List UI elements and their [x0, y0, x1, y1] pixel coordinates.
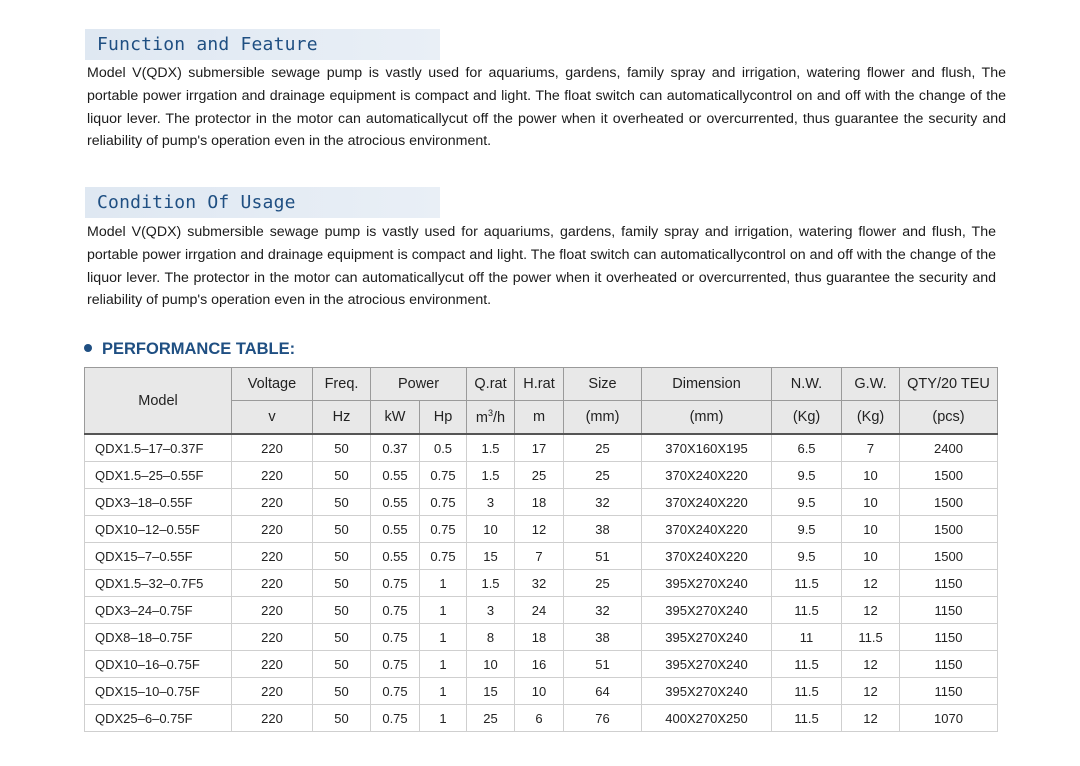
cell-nw: 9.5: [772, 462, 842, 489]
cell-size: 25: [564, 462, 642, 489]
cell-hrat: 6: [515, 705, 564, 732]
cell-hrat: 24: [515, 597, 564, 624]
cell-hrat: 17: [515, 434, 564, 462]
cell-gw: 7: [842, 434, 900, 462]
cell-gw: 12: [842, 705, 900, 732]
cell-freq: 50: [313, 624, 371, 651]
cell-qrat: 10: [467, 651, 515, 678]
cell-gw: 12: [842, 678, 900, 705]
table-row: [85, 624, 998, 651]
cell-nw: 11: [772, 624, 842, 651]
cell-qty: 1150: [900, 651, 998, 678]
performance-table: [84, 367, 998, 732]
cell-dimension: 395X270X240: [642, 597, 772, 624]
cell-size: 38: [564, 624, 642, 651]
cell-qty: 1500: [900, 462, 998, 489]
cell-qty: 1150: [900, 570, 998, 597]
cell-freq: 50: [313, 516, 371, 543]
col-hrat-header: H.rat: [515, 368, 564, 401]
cell-hrat: 18: [515, 624, 564, 651]
unit-hrat: m: [515, 401, 564, 435]
cell-dimension: 370X240X220: [642, 543, 772, 570]
cell-nw: 6.5: [772, 434, 842, 462]
cell-hrat: 16: [515, 651, 564, 678]
cell-kw: 0.75: [371, 624, 420, 651]
col-freq-header: Freq.: [313, 368, 371, 401]
cell-qrat: 8: [467, 624, 515, 651]
cell-dimension: 370X240X220: [642, 516, 772, 543]
bullet-dot-icon: [84, 344, 92, 352]
cell-size: 38: [564, 516, 642, 543]
cell-hp: 1: [420, 597, 467, 624]
cell-kw: 0.75: [371, 678, 420, 705]
cell-qty: 1150: [900, 597, 998, 624]
cell-hp: 1: [420, 705, 467, 732]
cell-voltage: 220: [232, 705, 313, 732]
cell-nw: 11.5: [772, 705, 842, 732]
table-row: [85, 651, 998, 678]
cell-nw: 11.5: [772, 597, 842, 624]
cell-voltage: 220: [232, 597, 313, 624]
cell-voltage: 220: [232, 489, 313, 516]
cell-model: QDX15–10–0.75F: [85, 678, 232, 705]
cell-kw: 0.55: [371, 462, 420, 489]
cell-dimension: 395X270X240: [642, 678, 772, 705]
col-power-header: Power: [371, 368, 467, 401]
cell-kw: 0.37: [371, 434, 420, 462]
performance-table-body: [85, 434, 998, 732]
unit-qrat: [467, 401, 515, 435]
unit-size: (mm): [564, 401, 642, 435]
cell-dimension: 395X270X240: [642, 651, 772, 678]
cell-qty: 1500: [900, 516, 998, 543]
table-row: [85, 705, 998, 732]
cell-hrat: 7: [515, 543, 564, 570]
cell-kw: 0.55: [371, 516, 420, 543]
cell-qrat: 25: [467, 705, 515, 732]
cell-qrat: 1.5: [467, 434, 515, 462]
cell-hp: 1: [420, 651, 467, 678]
col-size-header: Size: [564, 368, 642, 401]
cell-hrat: 25: [515, 462, 564, 489]
cell-model: QDX10–12–0.55F: [85, 516, 232, 543]
cell-gw: 12: [842, 651, 900, 678]
cell-nw: 11.5: [772, 570, 842, 597]
cell-nw: 9.5: [772, 516, 842, 543]
cell-hrat: 18: [515, 489, 564, 516]
cell-model: QDX1.5–17–0.37F: [85, 434, 232, 462]
cell-model: QDX3–18–0.55F: [85, 489, 232, 516]
cell-freq: 50: [313, 489, 371, 516]
cell-hp: 1: [420, 624, 467, 651]
cell-hrat: 10: [515, 678, 564, 705]
cell-kw: 0.75: [371, 651, 420, 678]
cell-dimension: 370X160X195: [642, 434, 772, 462]
cell-kw: 0.75: [371, 570, 420, 597]
cell-kw: 0.75: [371, 705, 420, 732]
cell-model: QDX3–24–0.75F: [85, 597, 232, 624]
cell-freq: 50: [313, 678, 371, 705]
cell-hp: 0.75: [420, 543, 467, 570]
cell-freq: 50: [313, 597, 371, 624]
cell-kw: 0.75: [371, 597, 420, 624]
cell-freq: 50: [313, 570, 371, 597]
cell-hrat: 32: [515, 570, 564, 597]
cell-voltage: 220: [232, 516, 313, 543]
cell-model: QDX10–16–0.75F: [85, 651, 232, 678]
condition-usage-text: Model V(QDX) submersible sewage pump is vastly used for aquariums, gardens, family spray and irrigation, watering flower and flush, The portable power irrgation and drainage equipment is compact and light. The float switch can automaticallycontrol on and off with the change of the liquor lever. The protector in the motor can automaticallycut off the power when it overheated or overcurrented, thus guarantee the security and reliability of pump's operation even in the atrocious environment.: [87, 224, 996, 309]
cell-hp: 0.5: [420, 434, 467, 462]
unit-qrat-tail: /h: [493, 409, 506, 426]
cell-qty: 1150: [900, 678, 998, 705]
table-row: [85, 489, 998, 516]
cell-voltage: 220: [232, 543, 313, 570]
performance-table-title: [84, 340, 295, 359]
cell-dimension: 370X240X220: [642, 489, 772, 516]
col-voltage-header: Voltage: [232, 368, 313, 401]
cell-model: QDX25–6–0.75F: [85, 705, 232, 732]
cell-hp: 0.75: [420, 462, 467, 489]
cell-voltage: 220: [232, 434, 313, 462]
cell-voltage: 220: [232, 651, 313, 678]
cell-qty: 1500: [900, 489, 998, 516]
cell-kw: 0.55: [371, 543, 420, 570]
cell-gw: 10: [842, 489, 900, 516]
col-qty-header: QTY/20 TEU: [900, 368, 998, 401]
cell-gw: 12: [842, 597, 900, 624]
col-model-header: Model: [85, 368, 232, 435]
cell-qrat: 1.5: [467, 570, 515, 597]
col-gw-header: G.W.: [842, 368, 900, 401]
cell-nw: 11.5: [772, 651, 842, 678]
cell-gw: 12: [842, 570, 900, 597]
cell-dimension: 370X240X220: [642, 462, 772, 489]
table-row: [85, 678, 998, 705]
col-nw-header: N.W.: [772, 368, 842, 401]
table-row: [85, 434, 998, 462]
cell-size: 76: [564, 705, 642, 732]
cell-qty: 1150: [900, 624, 998, 651]
unit-qrat-sup: 3: [488, 408, 494, 419]
cell-size: 51: [564, 651, 642, 678]
table-header-row: [85, 368, 998, 401]
unit-qty: (pcs): [900, 401, 998, 435]
table-row: [85, 597, 998, 624]
cell-qrat: 3: [467, 597, 515, 624]
unit-hp: Hp: [420, 401, 467, 435]
cell-size: 64: [564, 678, 642, 705]
unit-freq: Hz: [313, 401, 371, 435]
performance-table-label: PERFORMANCE TABLE:: [102, 340, 296, 358]
cell-qrat: 15: [467, 543, 515, 570]
cell-size: 25: [564, 434, 642, 462]
function-feature-heading: Function and Feature: [85, 29, 440, 60]
cell-hp: 0.75: [420, 489, 467, 516]
cell-qrat: 1.5: [467, 462, 515, 489]
cell-qrat: 3: [467, 489, 515, 516]
cell-dimension: 395X270X240: [642, 624, 772, 651]
table-row: [85, 516, 998, 543]
cell-freq: 50: [313, 434, 371, 462]
cell-model: QDX1.5–25–0.55F: [85, 462, 232, 489]
table-row: [85, 462, 998, 489]
cell-nw: 11.5: [772, 678, 842, 705]
cell-size: 32: [564, 489, 642, 516]
cell-model: QDX1.5–32–0.7F5: [85, 570, 232, 597]
cell-qty: 1070: [900, 705, 998, 732]
cell-dimension: 395X270X240: [642, 570, 772, 597]
cell-size: 51: [564, 543, 642, 570]
cell-voltage: 220: [232, 624, 313, 651]
cell-freq: 50: [313, 462, 371, 489]
unit-gw: (Kg): [842, 401, 900, 435]
cell-model: QDX8–18–0.75F: [85, 624, 232, 651]
table-row: [85, 543, 998, 570]
cell-gw: 11.5: [842, 624, 900, 651]
unit-kw: kW: [371, 401, 420, 435]
unit-nw: (Kg): [772, 401, 842, 435]
cell-voltage: 220: [232, 462, 313, 489]
cell-qty: 2400: [900, 434, 998, 462]
cell-qrat: 15: [467, 678, 515, 705]
cell-model: QDX15–7–0.55F: [85, 543, 232, 570]
cell-hp: 0.75: [420, 516, 467, 543]
cell-kw: 0.55: [371, 489, 420, 516]
cell-freq: 50: [313, 651, 371, 678]
unit-voltage: v: [232, 401, 313, 435]
cell-gw: 10: [842, 462, 900, 489]
cell-dimension: 400X270X250: [642, 705, 772, 732]
cell-hp: 1: [420, 678, 467, 705]
cell-qrat: 10: [467, 516, 515, 543]
unit-qrat-base: m: [475, 409, 488, 426]
condition-usage-heading: Condition Of Usage: [85, 187, 440, 218]
cell-size: 25: [564, 570, 642, 597]
cell-voltage: 220: [232, 570, 313, 597]
cell-hrat: 12: [515, 516, 564, 543]
cell-hp: 1: [420, 570, 467, 597]
cell-nw: 9.5: [772, 543, 842, 570]
cell-size: 32: [564, 597, 642, 624]
cell-freq: 50: [313, 705, 371, 732]
cell-freq: 50: [313, 543, 371, 570]
table-row: [85, 570, 998, 597]
function-feature-text: Model V(QDX) submersible sewage pump is vastly used for aquariums, gardens, family spray and irrigation, watering flower and flush, The portable power irrgation and drainage equipment is compact and light. The float switch can automaticallycontrol on and off with the change of the liquor lever. The protector in the motor can automaticallycut off the power when it overheated or overcurrented, thus guarantee the security and reliability of pump's operation even in the atrocious environment.: [87, 65, 1006, 150]
col-dimension-header: Dimension: [642, 368, 772, 401]
cell-voltage: 220: [232, 678, 313, 705]
unit-dimension: (mm): [642, 401, 772, 435]
cell-nw: 9.5: [772, 489, 842, 516]
cell-gw: 10: [842, 543, 900, 570]
cell-gw: 10: [842, 516, 900, 543]
col-qrat-header: Q.rat: [467, 368, 515, 401]
cell-qty: 1500: [900, 543, 998, 570]
